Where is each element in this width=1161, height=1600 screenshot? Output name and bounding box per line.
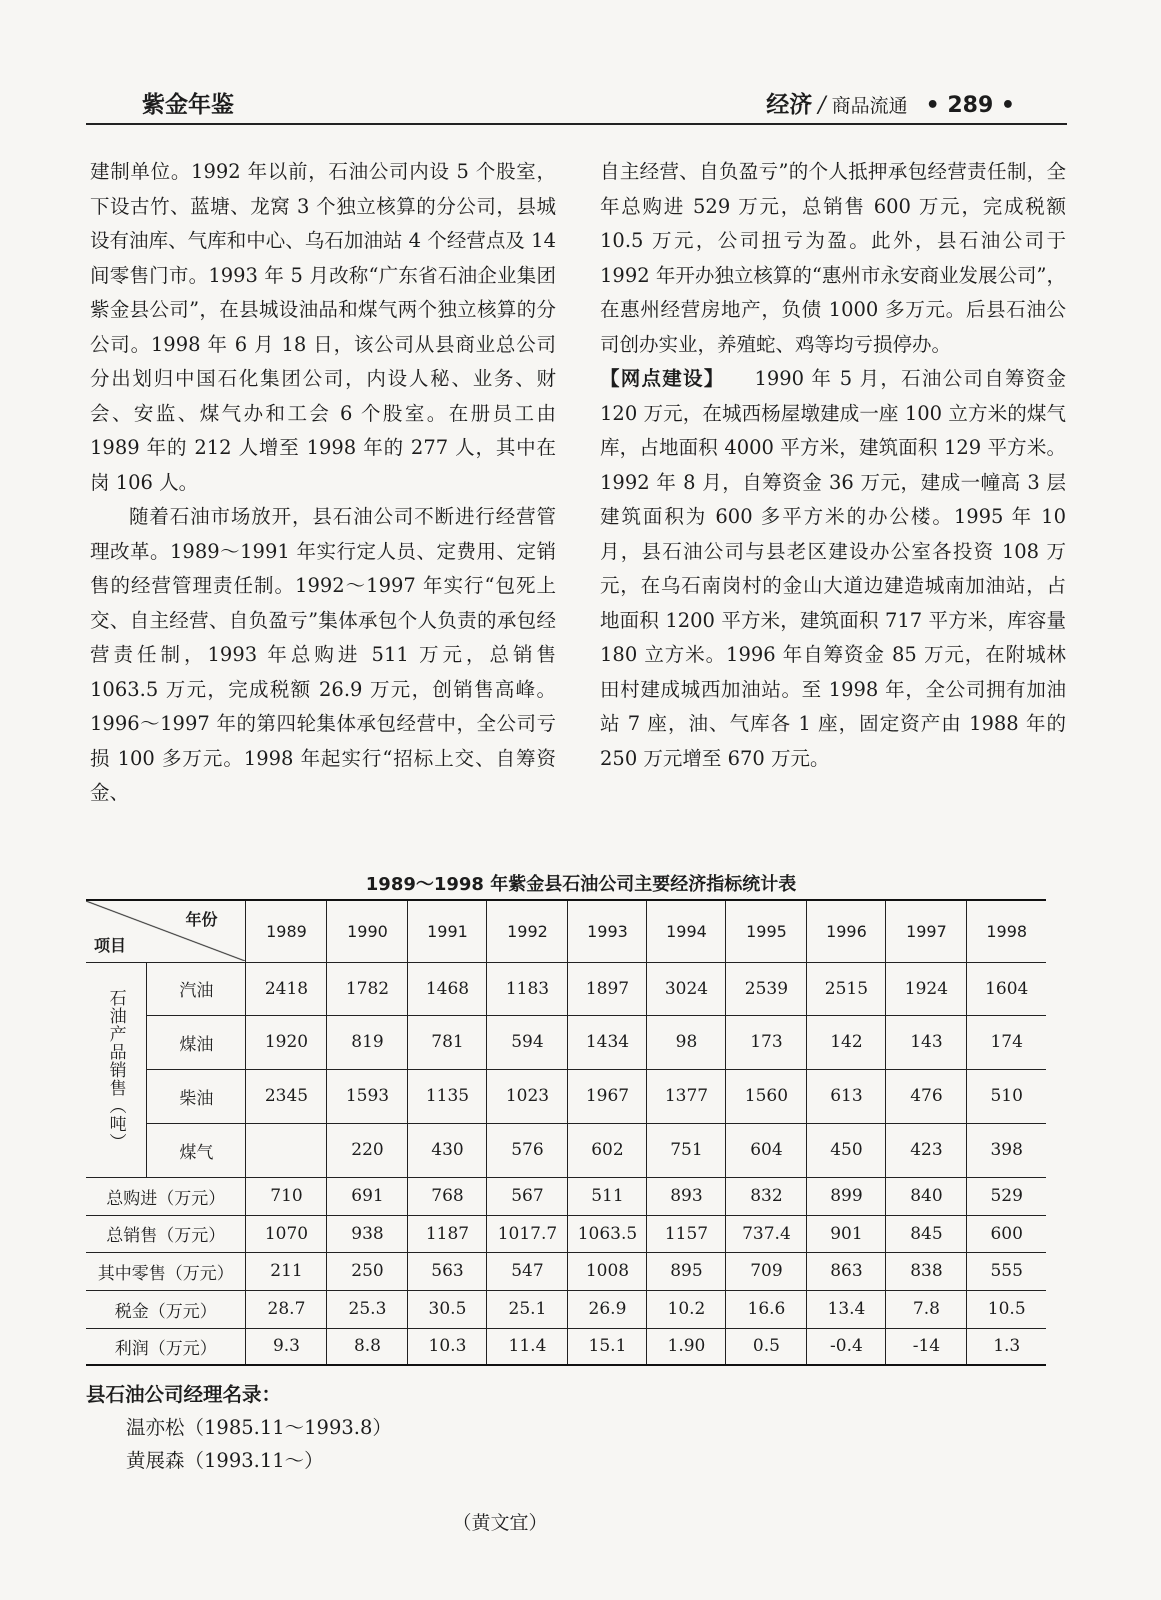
table-cell: 1604	[967, 962, 1046, 1015]
table-cell: 709	[726, 1252, 807, 1290]
row-label: 总销售（万元）	[86, 1215, 246, 1252]
header-rule	[86, 123, 1067, 125]
table-cell: 840	[886, 1177, 967, 1215]
table-cell: 600	[967, 1215, 1046, 1252]
manager-list	[86, 1378, 392, 1477]
table-cell: 832	[726, 1177, 807, 1215]
table-row	[86, 962, 1046, 1015]
table-cell: 893	[647, 1177, 726, 1215]
table-cell: 710	[246, 1177, 327, 1215]
table-cell: 430	[408, 1123, 487, 1177]
table-cell: 1183	[487, 962, 568, 1015]
table-cell: 2515	[807, 962, 886, 1015]
table-cell: 13.4	[807, 1290, 886, 1328]
table-cell: 1023	[487, 1069, 568, 1123]
table-cell: 2418	[246, 962, 327, 1015]
table-row	[86, 1123, 1046, 1177]
row-label: 利润（万元）	[86, 1328, 246, 1365]
table-cell: 567	[487, 1177, 568, 1215]
table-cell: 1187	[408, 1215, 487, 1252]
table-cell: 1560	[726, 1069, 807, 1123]
table-cell: 1.3	[967, 1328, 1046, 1365]
table-cell: 142	[807, 1015, 886, 1069]
paragraph: 建制单位。1992 年以前，石油公司内设 5 个股室，下设古竹、蓝塘、龙窝 3 个独立核算的分公司，县城设有油库、气库和中心、乌石加油站 4 个经营点及 14 间零售门市。1993 年 5 月改称“广东省石油企业集团紫金县公司”，在县城设油品和煤气两个独立核算的分公司。1998 年 6 月 18 日，该公司从县商业总公司分出划归中国石化集团公司，内设人秘、业务、财会、安监、煤气办和工会 6 个股室。在册员工由 1989 年的 212 人增至 1998 年的 277 人，其中在岗 106 人。	[90, 160, 556, 494]
table-cell: 25.1	[487, 1290, 568, 1328]
subsection-title: 商品流通	[831, 95, 908, 117]
table-cell: 901	[807, 1215, 886, 1252]
table-cell: -14	[886, 1328, 967, 1365]
table-cell: 11.4	[487, 1328, 568, 1365]
table-cell: 30.5	[408, 1290, 487, 1328]
table-cell: 1434	[568, 1015, 647, 1069]
table-row	[86, 1328, 1046, 1365]
table-cell: 691	[327, 1177, 408, 1215]
row-label: 税金（万元）	[86, 1290, 246, 1328]
year-header: 1996	[807, 900, 886, 962]
table-cell: -0.4	[807, 1328, 886, 1365]
manager-item: 温亦松（1985.11～1993.8）	[126, 1416, 392, 1439]
table-cell: 173	[726, 1015, 807, 1069]
table-cell: 98	[647, 1015, 726, 1069]
table-cell: 1008	[568, 1252, 647, 1290]
table-row	[86, 1069, 1046, 1123]
table-cell: 1135	[408, 1069, 487, 1123]
table-cell: 143	[886, 1015, 967, 1069]
author-credit: （黄文宜）	[452, 1512, 548, 1534]
table-cell: 1.90	[647, 1328, 726, 1365]
table-cell: 250	[327, 1252, 408, 1290]
table-cell: 211	[246, 1252, 327, 1290]
table-cell: 529	[967, 1177, 1046, 1215]
table-cell: 7.8	[886, 1290, 967, 1328]
table-cell: 547	[487, 1252, 568, 1290]
year-header: 1997	[886, 900, 967, 962]
table-cell: 28.7	[246, 1290, 327, 1328]
year-header: 1998	[967, 900, 1046, 962]
table-row	[86, 1015, 1046, 1069]
corner-cell	[86, 900, 246, 962]
page-header	[86, 86, 1075, 126]
paragraph-text: 1990 年 5 月，石油公司自筹资金 120 万元，在城西杨屋墩建成一座 100 立方米的煤气库，占地面积 4000 平方米，建筑面积 129 平方米。1992 年 8 月，自筹资金 36 万元，建成一幢高 3 层建筑面积为 600 多平方米的办公楼。1995 年 10 月，县石油公司与县老区建设办公室各投资 108 万元，在乌石南岗村的金山大道边建造城南加油站，占地面积 1200 平方米，建筑面积 717 平方米，库容量 180 立方米。1996 年自筹资金 85 万元，在附城林田村建成城西加油站。至 1998 年，全公司拥有加油站 7 座，油、气库各 1 座，固定资产由 1988 年的 250 万元增至 670 万元。	[600, 367, 1066, 770]
table-cell: 604	[726, 1123, 807, 1177]
table-cell: 1468	[408, 962, 487, 1015]
table-cell: 1920	[246, 1015, 327, 1069]
table-cell: 1157	[647, 1215, 726, 1252]
table-cell: 25.3	[327, 1290, 408, 1328]
row-label: 汽油	[147, 962, 246, 1015]
book-title: 紫金年鉴	[142, 92, 234, 118]
table-cell: 555	[967, 1252, 1046, 1290]
table-cell: 26.9	[568, 1290, 647, 1328]
corner-year-label: 年份	[185, 910, 218, 930]
year-header: 1993	[568, 900, 647, 962]
year-header: 1992	[487, 900, 568, 962]
corner-item-label: 项目	[94, 936, 127, 956]
table-row	[86, 1215, 1046, 1252]
table-header-row	[86, 900, 1046, 962]
table-cell: 895	[647, 1252, 726, 1290]
table-cell: 1017.7	[487, 1215, 568, 1252]
table-cell: 450	[807, 1123, 886, 1177]
stats-table	[86, 899, 1046, 1366]
table-cell: 563	[408, 1252, 487, 1290]
page-number: • 289 •	[925, 93, 1015, 118]
year-header: 1995	[726, 900, 807, 962]
table-cell: 510	[967, 1069, 1046, 1123]
table-cell: 863	[807, 1252, 886, 1290]
table-row	[86, 1290, 1046, 1328]
paragraph: 自主经营、自负盈亏”的个人抵押承包经营责任制，全年总购进 529 万元，总销售 600 万元，完成税额 10.5 万元，公司扭亏为盈。此外，县石油公司于 1992 年开办独立核算的“惠州市永安商业发展公司”，在惠州经营房地产，负债 1000 多万元。后县石油公司创办实业，养殖蛇、鸡等均亏损停办。	[600, 160, 1066, 356]
table-cell: 938	[327, 1215, 408, 1252]
right-column	[600, 155, 1066, 776]
manager-item: 黄展森（1993.11～）	[126, 1449, 324, 1472]
row-label: 总购进（万元）	[86, 1177, 246, 1215]
table-cell: 1593	[327, 1069, 408, 1123]
paragraph	[600, 362, 1066, 776]
table-cell: 1967	[568, 1069, 647, 1123]
table-cell: 751	[647, 1123, 726, 1177]
table-cell: 8.8	[327, 1328, 408, 1365]
table-cell: 10.2	[647, 1290, 726, 1328]
left-column	[90, 155, 556, 811]
section-tag: 【网点建设】	[600, 367, 725, 390]
year-header: 1994	[647, 900, 726, 962]
table-cell: 16.6	[726, 1290, 807, 1328]
table-cell: 602	[568, 1123, 647, 1177]
table-cell: 423	[886, 1123, 967, 1177]
table-cell: 781	[408, 1015, 487, 1069]
table-cell: 1782	[327, 962, 408, 1015]
row-label: 煤气	[147, 1123, 246, 1177]
table-cell: 2539	[726, 962, 807, 1015]
table-cell	[246, 1123, 327, 1177]
table-cell: 1897	[568, 962, 647, 1015]
table-cell: 2345	[246, 1069, 327, 1123]
table-cell: 613	[807, 1069, 886, 1123]
row-label: 柴油	[147, 1069, 246, 1123]
table-cell: 9.3	[246, 1328, 327, 1365]
table-row	[86, 1177, 1046, 1215]
paragraph: 随着石油市场放开，县石油公司不断进行经营管理改革。1989～1991 年实行定人员、定费用、定销售的经营管理责任制。1992～1997 年实行“包死上交、自主经营、自负盈亏”集体承包个人负责的承包经营责任制，1993 年总购进 511 万元，总销售 1063.5 万元，完成税额 26.9 万元，创销售高峰。1996～1997 年的第四轮集体承包经营中，全公司亏损 100 多万元。1998 年起实行“招标上交、自筹资金、	[90, 505, 556, 804]
table-cell: 1924	[886, 962, 967, 1015]
manager-heading: 县石油公司经理名录：	[86, 1383, 282, 1406]
table-cell: 819	[327, 1015, 408, 1069]
section-title: 经济	[766, 92, 813, 118]
row-label: 其中零售（万元）	[86, 1252, 246, 1290]
year-header: 1989	[246, 900, 327, 962]
table-cell: 845	[886, 1215, 967, 1252]
table-cell: 1063.5	[568, 1215, 647, 1252]
table-cell: 576	[487, 1123, 568, 1177]
table-cell: 838	[886, 1252, 967, 1290]
table-cell: 1070	[246, 1215, 327, 1252]
table-cell: 737.4	[726, 1215, 807, 1252]
year-header: 1990	[327, 900, 408, 962]
group-label: 石油产品销售（吨）	[105, 988, 126, 1151]
table-cell: 174	[967, 1015, 1046, 1069]
table-cell: 899	[807, 1177, 886, 1215]
table-cell: 220	[327, 1123, 408, 1177]
table-cell: 398	[967, 1123, 1046, 1177]
table-cell: 15.1	[568, 1328, 647, 1365]
table-title: 1989～1998 年紫金县石油公司主要经济指标统计表	[365, 874, 797, 895]
separator: /	[818, 93, 826, 118]
table-cell: 10.5	[967, 1290, 1046, 1328]
table-cell: 476	[886, 1069, 967, 1123]
table-cell: 10.3	[408, 1328, 487, 1365]
row-label: 煤油	[147, 1015, 246, 1069]
section-info	[766, 86, 1015, 119]
group-label-cell	[86, 962, 147, 1177]
year-header: 1991	[408, 900, 487, 962]
table-cell: 0.5	[726, 1328, 807, 1365]
table-cell: 594	[487, 1015, 568, 1069]
table-row	[86, 1252, 1046, 1290]
table-cell: 511	[568, 1177, 647, 1215]
table-cell: 3024	[647, 962, 726, 1015]
table-cell: 768	[408, 1177, 487, 1215]
table-cell: 1377	[647, 1069, 726, 1123]
